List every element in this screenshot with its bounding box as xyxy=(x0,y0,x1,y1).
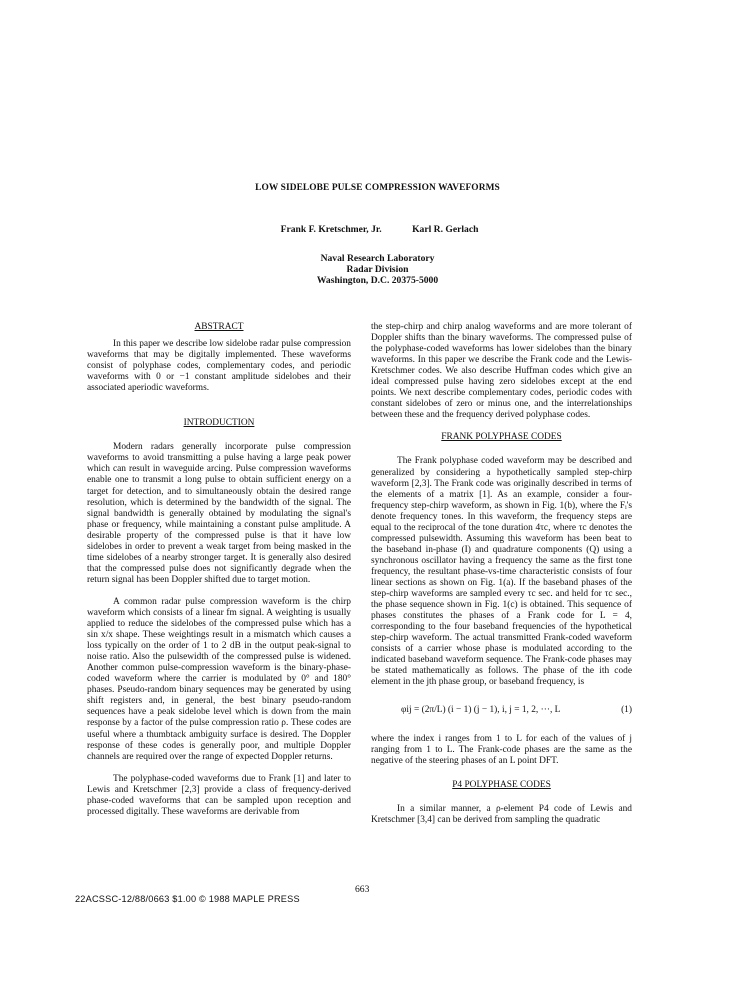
paper-title: LOW SIDELOBE PULSE COMPRESSION WAVEFORMS xyxy=(255,183,500,193)
body-paragraph: the step-chirp and chirp analog waveforms and are more tolerant of Doppler shifts than the binary waveforms. The compressed pulse of the polyphase-coded waveforms has lower sidelobes than the binary waveforms. In this paper we describe the Frank code and the Lewis-Kretschmer codes. We also describe Huffman codes which give an ideal compressed pulse having zero sidelobes except at the end points. We next describe complementary codes, periodic codes with constant sidelobes of zero or minus one, and the interrelationships between these and the frequency derived polyphase codes. xyxy=(371,322,632,421)
right-column xyxy=(371,322,632,826)
body-paragraph: Modern radars generally incorporate pulse compression waveforms to avoid transmitting a pulse having a large peak power which can result in waveguide arcing. Pulse compression waveforms enable one to transmit a long pulse to obtain sufficient energy on a target for detection, and to simultaneously obtain the desired range resolution, which is determined by the bandwidth of the signal. The signal bandwidth is generally obtained by modulating the signal's phase or frequency, while maintaining a constant pulse amplitude. A desirable property of the compressed pulse is that it have low sidelobes in order to prevent a weak target from being masked in the time sidelobes of a nearby stronger target. It is generally also desired that the compressed pulse does not significantly degrade when the return signal has been Doppler shifted due to target motion. xyxy=(87,442,351,585)
affiliation xyxy=(0,253,755,286)
affiliation-line: Washington, D.C. 20375-5000 xyxy=(316,275,439,286)
equation-1 xyxy=(371,705,632,716)
affiliation-line: Naval Research Laboratory xyxy=(320,253,435,264)
frank-codes-heading: FRANK POLYPHASE CODES xyxy=(441,432,562,443)
body-paragraph: where the index i ranges from 1 to L for each of the values of j ranging from 1 to L. The Frank-code phases are the same as the negative of the steering phases of an L point DFT. xyxy=(371,733,632,766)
body-paragraph: A common radar pulse compression waveform is the chirp waveform which consists of a linear fm signal. A weighting is usually applied to reduce the sidelobes of the compressed pulse which has a sin x/x shape. These weightings result in a mismatch which causes a loss typically on the order of 1 to 2 dB in the output peak-signal to noise ratio. Also the pulsewidth of the compressed pulse is widened. Another common pulse-compression waveform is the binary-phase-coded waveform where the carrier is modulated by 0° and 180° phases. Pseudo-random binary sequences may be generated by using shift registers and, in general, the best binary pseudo-random sequences have a peak sidelobe level which is down from the main response by a factor of the pulse compression ratio ρ. These codes are useful where a thumbtack ambiguity surface is desired. The Doppler response of these codes is generally poor, and multiple Doppler channels are required over the range of expected Doppler returns. xyxy=(87,596,351,762)
equation-body: φij = (2π/L) (i − 1) (j − 1), i, j = 1, 2, ···, L xyxy=(401,705,561,716)
p4-codes-heading: P4 POLYPHASE CODES xyxy=(452,779,551,790)
author-list xyxy=(0,224,755,235)
author-name: Frank F. Kretschmer, Jr. xyxy=(280,224,382,235)
introduction-heading: INTRODUCTION xyxy=(183,418,255,429)
body-paragraph: The Frank polyphase coded waveform may be described and generalized by considering a hypothetically sampled step-chirp waveform [2,3]. The Frank code was originally described in terms of the elements of a matrix [1]. As an example, consider a four-frequency step-chirp waveform, as shown in Fig. 1(b), where the Fᵢ's denote frequency tones. In this waveform, the frequency steps are equal to the reciprocal of the tone duration 4τc, where τc denotes the compressed pulsewidth. Assuming this waveform has been beat to the baseband in-phase (I) and quadrature components (Q) using a synchronous oscillator having a frequency the same as the first tone frequency, the resultant phase-vs-time characteristic consists of four linear sections as shown on Fig. 1(a). If the baseband phases of the step-chirp waveforms are sampled every τc sec. and held for τc sec., the phase sequence shown in Fig. 1(c) is obtained. This sequence of phases constitutes the phases of a Frank code for L = 4, corresponding to the four baseband frequencies of the hypothetical step-chirp waveform. The actual transmitted Frank-coded waveform consists of a carrier whose phase is modulated according to the indicated baseband waveform sequence. The Frank-code phases may be stated mathematically as follows. The phase of the ith code element in the jth phase group, or baseband frequency, is xyxy=(371,456,632,688)
body-paragraph: The polyphase-coded waveforms due to Frank [1] and later to Lewis and Kretschmer [2,3] provide a class of frequency-derived phase-coded waveforms that can be sampled upon reception and processed digitally. These waveforms are derivable from xyxy=(87,773,351,817)
abstract-text: In this paper we describe low sidelobe radar pulse compression waveforms that may be digitally implemented. These waveforms consist of polyphase codes, complementary codes, and periodic waveforms with 0 or −1 constant amplitude sidelobes and their associated aperiodic waveforms. xyxy=(87,339,351,394)
affiliation-line: Radar Division xyxy=(346,264,409,275)
copyright-footer: 22ACSSC-12/88/0663 $1.00 © 1988 MAPLE PRESS xyxy=(75,894,300,904)
body-paragraph: In a similar manner, a ρ-element P4 code of Lewis and Kretschmer [3,4] can be derived from sampling the quadratic xyxy=(371,803,632,825)
abstract-heading: ABSTRACT xyxy=(194,322,244,332)
author-name: Karl R. Gerlach xyxy=(412,224,479,235)
left-column xyxy=(87,322,351,818)
page-number: 663 xyxy=(355,884,370,895)
equation-number: (1) xyxy=(621,705,632,716)
